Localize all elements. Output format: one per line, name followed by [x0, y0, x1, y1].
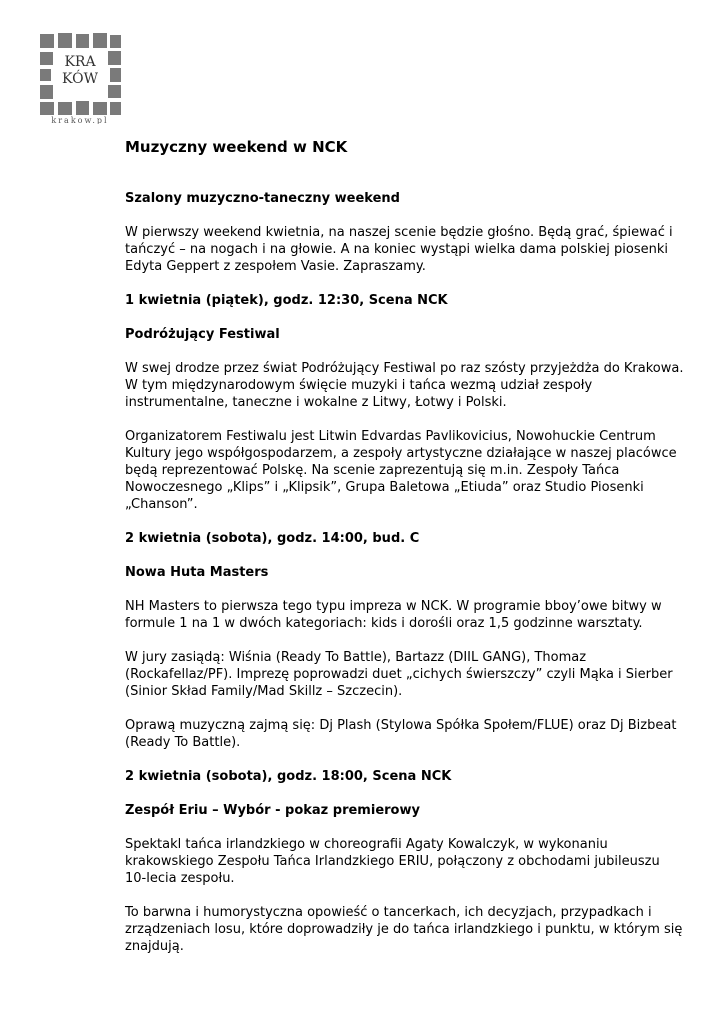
event1-paragraph1: W swej drodze przez świat Podróżujący Festiwal po raz szósty przyjeżdża do Krakowa. W tym międzynarodowym święcie muzyki i tańca wezmą udział zespoły instrumentalne, taneczne i wokalne z Litwy, Łotwy i Polski. — [125, 361, 684, 410]
krakow-logo — [38, 32, 122, 124]
event2-paragraph3: Oprawą muzyczną zajmą się: Dj Plash (Stylowa Spółka Społem/FLUE) oraz Dj Bizbeat (Ready To Battle). — [125, 718, 677, 750]
event3-name: Zespół Eriu – Wybór - pokaz premierowy — [125, 803, 420, 818]
intro-paragraph: W pierwszy weekend kwietnia, na naszej scenie będzie głośno. Będą grać, śpiewać i tańczyć – na nogach i na głowie. A na koniec wystąpi wielka dama polskiej piosenki Edyta Geppert z zespołem Vasie. Zapraszamy. — [125, 225, 673, 274]
event1-name: Podróżujący Festiwal — [125, 327, 280, 342]
event3-date: 2 kwietnia (sobota), godz. 18:00, Scena NCK — [125, 769, 452, 784]
event2-name: Nowa Huta Masters — [125, 565, 269, 580]
event2-paragraph2: W jury zasiądą: Wiśnia (Ready To Battle), Bartazz (DIIL GANG), Thomaz (Rockafellaz/PF). Imprezę poprowadzi duet „cichych świerszczy” czyli Mąka i Sierber (Sinior Skład Family/Mad Skillz – Szczecin). — [125, 650, 673, 699]
event3-paragraph1: Spektakl tańca irlandzkiego w choreografii Agaty Kowalczyk, w wykonaniu krakowskiego Zespołu Tańca Irlandzkiego ERIU, połączony z obchodami jubileuszu 10-lecia zespołu. — [125, 837, 660, 886]
event1-paragraph2: Organizatorem Festiwalu jest Litwin Edvardas Pavlikovicius, Nowohuckie Centrum Kultury jego współgospodarzem, a zespoły artystyczne działające w naszej placówce będą reprezentować Polskę. Na scenie zaprezentują się m.in. Zespoły Tańca Nowoczesnego „Klips” i „Klipsik”, Grupa Baletowa „Etiuda” oraz Studio Piosenki „Chanson”. — [125, 429, 677, 512]
logo-text-line2: KÓW — [62, 71, 98, 87]
event3-paragraph2: To barwna i humorystyczna opowieść o tancerkach, ich decyzjach, przypadkach i zrządzeniach losu, które doprowadziły je do tańca irlandzkiego i punktu, w którym się znajdują. — [125, 905, 683, 954]
logo-text-line1: KRA — [64, 54, 96, 70]
logo-caption: krakow.pl — [51, 116, 109, 124]
krakow-logo-mark — [38, 32, 122, 124]
page-title: Muzyczny weekend w NCK — [125, 138, 348, 156]
article — [125, 136, 710, 955]
event1-date: 1 kwietnia (piątek), godz. 12:30, Scena NCK — [125, 293, 448, 308]
event2-paragraph1: NH Masters to pierwsza tego typu impreza w NCK. W programie bboy’owe bitwy w formule 1 na 1 w dwóch kategoriach: kids i dorośli oraz 1,5 godzinne warsztaty. — [125, 599, 662, 631]
event2-date: 2 kwietnia (sobota), godz. 14:00, bud. C — [125, 531, 420, 546]
intro-heading: Szalony muzyczno-taneczny weekend — [125, 191, 400, 206]
